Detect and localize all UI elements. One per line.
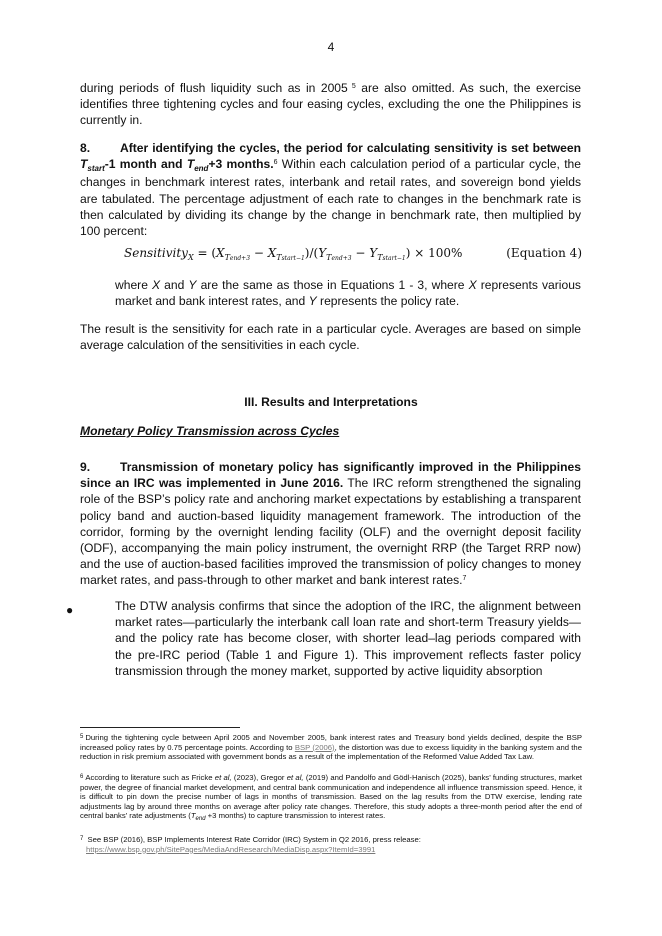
paragraph-8: 8. After identifying the cycles, the period for calculating sensitivity is set between $T_{start}-1$ month and $T_{end}+3$ months.$^6$ Within each calculation period of a particular cycle, the changes in benchmark interest rates, interbank and retail rates, and sovereign bond yields are tabulated. The percentage adjustment of each rate to changes in the benchmark rate is then calculated by dividing its change by the change in benchmark rate, then multiplied by 100 percent: (80, 141, 582, 239)
paragraph-9: 9. Transmission of monetary policy has significantly improved in the Philippines since an IRC was implemented in June 2016. The IRC reform strengthened the signaling role of the BSP’s policy rate and anchoring market expectations by establishing a transparent policy band and auction-based liquidity management framework. The introduction of the corridor, forming by the overnight lending facility (OLF) and the overnight deposit facility (ODF), accompanying the main policy instrument, the overnight RRP (the Target RRP now) and the use of auction-based facilities improved the transmission of policy changes to money market rates, and pass-through to other market and bank interest rates.$^7$ (80, 460, 582, 588)
bullet-icon: ● (66, 603, 74, 617)
subsection-heading: Monetary Policy Transmission across Cycles (80, 424, 340, 438)
footnote-ref-6[interactable]: 6 (273, 159, 278, 167)
footnote-ref-5[interactable]: 5 (351, 83, 356, 90)
paragraph-number: 8. (80, 141, 91, 155)
paragraph-result: The result is the sensitivity for each rate in a particular cycle. Averages are based on simple average calculation of the sensitivities in each cycle. (80, 322, 581, 353)
footnote-divider (80, 727, 240, 728)
page-number: 4 (327, 40, 335, 54)
footnote-6: $^6$ According to literature such as Fricke et al, (2023), Gregor et al, (2019) and Pandolfo and Gödl-Hanisch (2025), banks’ funding structures, market power, the degree of financial market development, and central bank communication and independence all influence transmission speed. Hence, it is difficult to pin down the precise number of lags in months of transmission. Based on the lag results from the DTW exercise, lending rate adjustments lag by around three months on average after policy rate changes. Therefore, this study adopts a three-month period after the end of central banks’ rate adjustments ($T_{end} +3$ months) to capture transmission to interest rates. (80, 773, 582, 823)
link-bsp-press-release[interactable]: https://www.bsp.gov.ph/SitePages/MediaAndResearch/MediaDisp.aspx?ItemId=3991 (86, 844, 376, 854)
equation-label: (Equation 4) (506, 246, 582, 260)
footnote-5: $^5$ During the tightening cycle between April 2005 and November 2005, bank interest rates and Treasury bond yields declined, despite the BSP increased policy rates by 0.75 percentage points. According to BSP (2006), the distortion was due to excess liquidity in the banking system and the reduction in risk premium associated with government bonds as a result of the implementation of the Reformed Value Added Tax Law. (80, 733, 582, 762)
footnote-ref-7[interactable]: 7 (462, 575, 467, 583)
footnote-7: $^7$ See BSP (2016), BSP Implements Interest Rate Corridor (IRC) System in Q2 2016, press release: https://www.bsp.gov.ph/SitePages/MediaAndResearch/MediaDisp.aspx?ItemId=3991 (80, 835, 421, 854)
equation-formula: Sensitivity$_X$ = $(X_{Tend+3} - X_{Tstart-1})/(Y_{Tend+3} - Y_{Tstart-1}) \times 100\%$ (124, 246, 463, 262)
paragraph-number: 9. (80, 460, 91, 474)
section-heading: III. Results and Interpretations (244, 395, 418, 409)
link-bsp-2006[interactable]: BSP (2006) (294, 742, 335, 752)
paragraph-where: where X and Y are the same as those in Equations 1 - 3, where X represents various market and bank interest rates, and Y represents the policy rate. (115, 278, 581, 309)
equation-4 (124, 246, 582, 266)
bullet-paragraph: The DTW analysis confirms that since the adoption of the IRC, the alignment between market rates—particularly the interbank call loan rate and short-term Treasury yields—and the policy rate has become closer, with shorter lead–lag periods compared with the pre-IRC period (Table 1 and Figure 1). This improvement reflects faster policy transmission through the money market, supported by active liquidity absorption (115, 599, 581, 678)
paragraph-intro: during periods of flush liquidity such as in 2005 $^5$ are also omitted. As such, the exercise identifies three tightening cycles and four easing cycles, excluding the one the Philippines is currently in. (80, 81, 581, 128)
